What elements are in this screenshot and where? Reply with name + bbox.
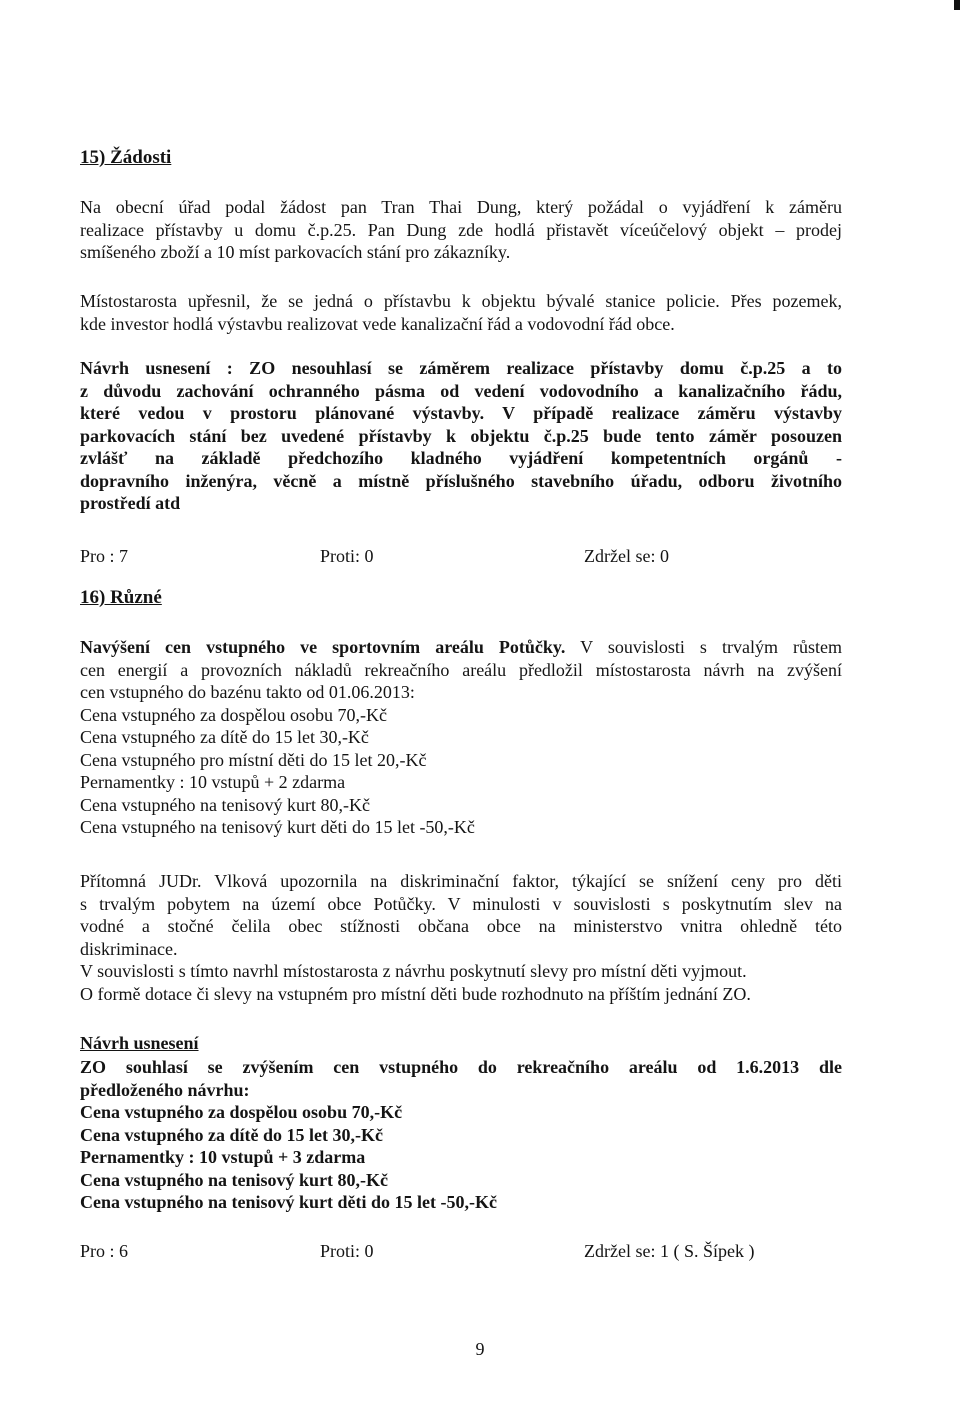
text-line: Na obecní úřad podal žádost pan Tran Thai Dung, který požádal o vyjádření k záměru	[80, 197, 842, 217]
section-15-paragraph-2	[80, 290, 842, 335]
vote-proti: Proti: 0	[320, 546, 374, 566]
section-16-heading: 16) Různé	[80, 587, 162, 608]
text-line: předloženého návrhu:	[80, 1079, 250, 1100]
text-line: Návrh usnesení : ZO nesouhlasí se záměrem realizace přístavby domu č.p.25 a to	[80, 358, 842, 378]
section-16-resolution-proposal	[80, 1056, 842, 1214]
text-line: kde investor hodlá výstavbu realizovat vede kanalizační řád a vodovodní řád obce.	[80, 313, 675, 334]
approved-price-item: Cena vstupného za dítě do 15 let 30,-Kč	[80, 1124, 383, 1145]
text-line: prostředí atd	[80, 493, 181, 513]
section-16-discussion	[80, 870, 842, 1005]
text-line	[80, 636, 842, 659]
approved-price-item: Cena vstupného na tenisový kurt děti do 15 let -50,-Kč	[80, 1192, 498, 1212]
approved-price-item: Pernamentky : 10 vstupů + 3 zdarma	[80, 1147, 366, 1167]
section-15-resolution-proposal	[80, 357, 842, 515]
text-line: parkovacích stání bez uvedené přístavby k objektu č.p.25 bude tento záměr posouzen	[80, 425, 842, 446]
price-item: Pernamentky : 10 vstupů + 2 zdarma	[80, 772, 346, 792]
text-line: cen energií a provozních nákladů rekreačního areálu předložil místostarosta návrh na zvýšení	[80, 659, 842, 680]
price-item: Cena vstupného na tenisový kurt 80,-Kč	[80, 794, 370, 815]
vote-pro: Pro : 6	[80, 1241, 129, 1261]
approved-price-item: Cena vstupného za dospělou osobu 70,-Kč	[80, 1102, 403, 1122]
intro-bold-title: Navýšení cen vstupného ve sportovním areálu Potůčky.	[80, 637, 566, 657]
section-15-heading: 15) Žádosti	[80, 147, 172, 168]
vote-proti: Proti: 0	[320, 1241, 374, 1261]
vote-pro: Pro : 7	[80, 546, 129, 566]
section-15-paragraph-1	[80, 196, 842, 264]
text-line: diskriminace.	[80, 938, 178, 959]
price-item: Cena vstupného na tenisový kurt děti do 15 let -50,-Kč	[80, 817, 475, 837]
text-line: dopravního inženýra, věcně a místně příslušného stavebního úřadu, odboru životního	[80, 470, 842, 491]
text-line: které vedou v prostoru plánované výstavby. V případě realizace záměru výstavby	[80, 403, 842, 423]
section-15-vote-result	[80, 545, 860, 569]
vote-zdrzel: Zdržel se: 0	[584, 546, 669, 566]
text-line: V souvislosti s tímto navrhl místostarosta z návrhu poskytnutí slevy pro místní děti vyjmout.	[80, 961, 747, 981]
page-number: 9	[475, 1339, 485, 1359]
text-line: ZO souhlasí se zvýšením cen vstupného do rekreačního areálu od 1.6.2013 dle	[80, 1057, 842, 1077]
price-item: Cena vstupného za dítě do 15 let 30,-Kč	[80, 727, 369, 747]
text-line: cen vstupného do bazénu takto od 01.06.2013:	[80, 682, 415, 702]
section-16-vote-result	[80, 1240, 860, 1264]
text-line: smíšeného zboží a 10 míst parkovacích stání pro zákazníky.	[80, 242, 511, 262]
section-16-proposal-heading: Návrh usnesení	[80, 1033, 199, 1053]
price-item: Cena vstupného pro místní děti do 15 let 20,-Kč	[80, 749, 427, 770]
approved-price-item: Cena vstupného na tenisový kurt 80,-Kč	[80, 1169, 389, 1190]
text-line: z důvodu zachování ochranného pásma od vedení vodovodního a kanalizačního řádu,	[80, 380, 842, 401]
text-line: realizace přístavby u domu č.p.25. Pan Dung zde hodlá přistavět víceúčelový objekt – prodej	[80, 219, 842, 240]
text-line: Přítomná JUDr. Vlková upozornila na diskriminační faktor, týkající se snížení ceny pro děti	[80, 871, 842, 891]
vote-zdrzel: Zdržel se: 1 ( S. Šípek )	[584, 1241, 755, 1261]
text-line: O formě dotace či slevy na vstupném pro místní děti bude rozhodnuto na příštím jednání ZO.	[80, 983, 751, 1004]
text-line: vodné a stočné čelila obec stížnosti občana obce na ministerstvo vnitra ohledně této	[80, 916, 842, 936]
section-16-intro	[80, 636, 842, 839]
text-line: zvlášť na základě předchozího kladného vyjádření kompetentních orgánů -	[80, 448, 842, 468]
text-line: Místostarosta upřesnil, že se jedná o přístavbu k objektu bývalé stanice policie. Přes pozemek,	[80, 291, 842, 311]
intro-rest: V souvislosti s trvalým růstem	[565, 637, 842, 657]
price-item: Cena vstupného za dospělou osobu 70,-Kč	[80, 704, 387, 725]
scan-edge-mark	[954, 0, 960, 10]
text-line: s trvalým pobytem na území obce Potůčky. V minulosti v souvislosti s poskytnutím slev na	[80, 893, 842, 914]
